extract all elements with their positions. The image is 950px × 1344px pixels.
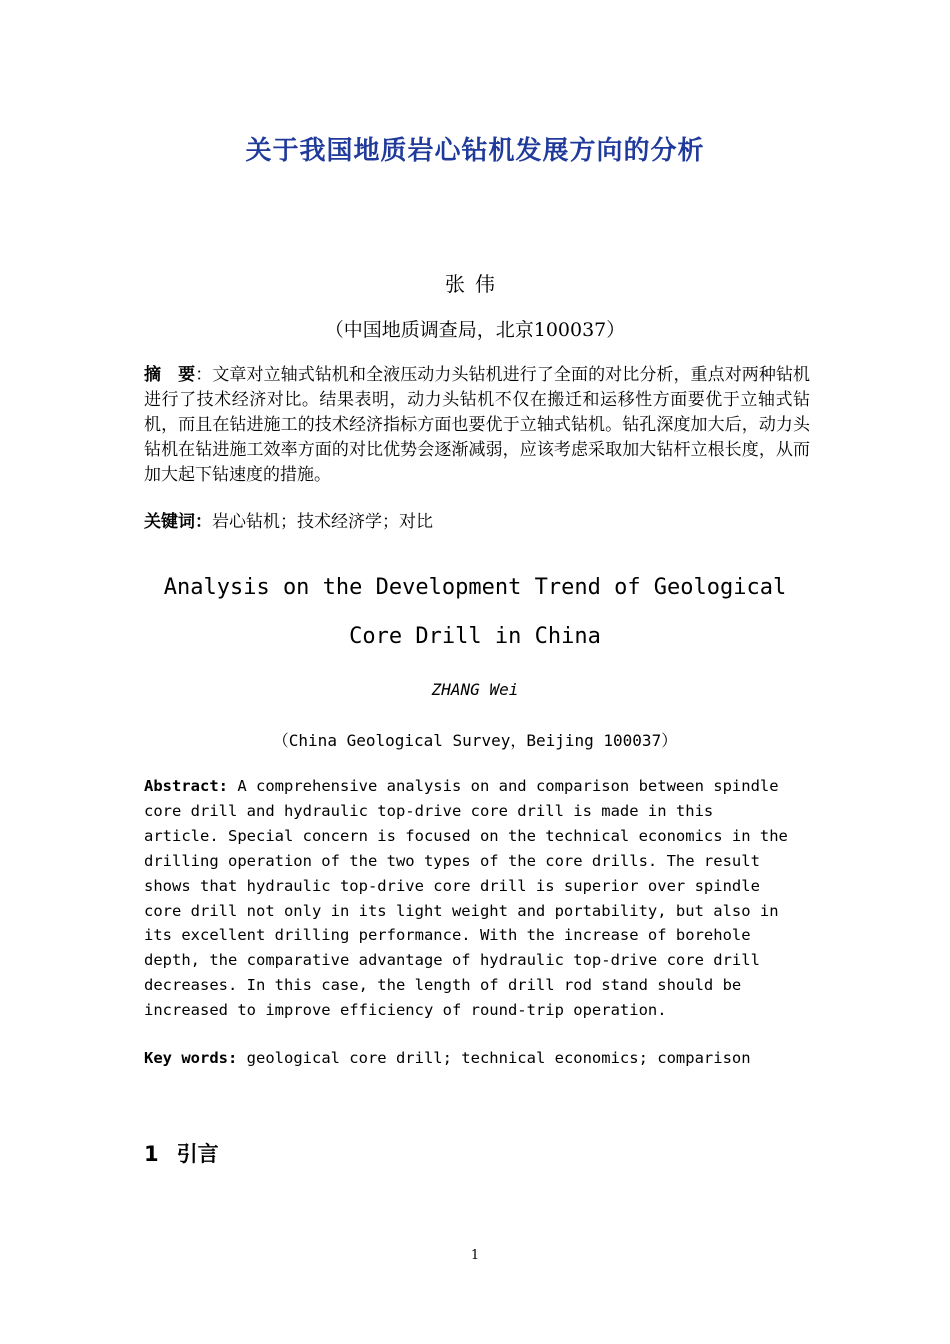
english-abstract-text: A comprehensive analysis on and comparison between spindle core drill and hydraulic top-drive core drill is made in this article. Special concern is focused on the technical economics in the drilling operation of the two types of the core drills. The result shows that hydraulic top-drive core drill is superior over spindle core drill not only in its light weight and portability, but also in its excellent drilling performance. With the increase of borehole depth, the comparative advantage of hydraulic top-drive core drill decreases. In this case, the length of drill rod stand should be increased to improve efficiency of round-trip operation. <box>144 777 788 1020</box>
chinese-keywords <box>144 510 810 535</box>
chinese-abstract-text: 文章对立轴式钻机和全液压动力头钻机进行了全面的对比分析，重点对两种钻机进行了技术经济对比。结果表明，动力头钻机不仅在搬迁和运移性方面要优于立轴式钻机，而且在钻进施工的技术经济指标方面也要优于立轴式钻机。钻孔深度加大后，动力头钻机在钻进施工效率方面的对比优势会逐渐减弱，应该考虑采取加大钻杆立根长度，从而加大起下钻速度的措施。 <box>144 365 811 485</box>
english-title-line-1: Analysis on the Development Trend of Geological <box>163 575 787 600</box>
chinese-abstract-separator: ： <box>195 365 213 385</box>
english-abstract-label: Abstract: <box>144 777 228 795</box>
section-heading <box>144 1138 219 1168</box>
english-affiliation: （China Geological Survey，Beijing 100037） <box>272 731 678 750</box>
chinese-title: 关于我国地质岩心钻机发展方向的分析 <box>245 136 705 166</box>
section-number: 1 <box>144 1142 159 1166</box>
chinese-abstract-label: 摘 要 <box>144 365 196 385</box>
section-title: 引言 <box>176 1142 219 1166</box>
chinese-keywords-label: 关键词： <box>144 512 212 532</box>
chinese-keywords-text: 岩心钻机；技术经济学；对比 <box>212 512 433 532</box>
page-number: 1 <box>470 1248 480 1263</box>
english-abstract <box>144 774 814 1023</box>
chinese-author: 张伟 <box>445 272 505 296</box>
english-author: ZHANG Wei <box>431 680 519 699</box>
english-title-line-2: Core Drill in China <box>349 624 601 649</box>
english-title <box>150 563 800 661</box>
english-keywords-text: geological core drill; technical economics; comparison <box>237 1049 751 1067</box>
english-keywords <box>144 1046 814 1070</box>
chinese-abstract <box>144 363 810 488</box>
chinese-affiliation: （中国地质调查局，北京100037） <box>324 319 626 341</box>
english-keywords-label: Key words: <box>144 1049 238 1067</box>
